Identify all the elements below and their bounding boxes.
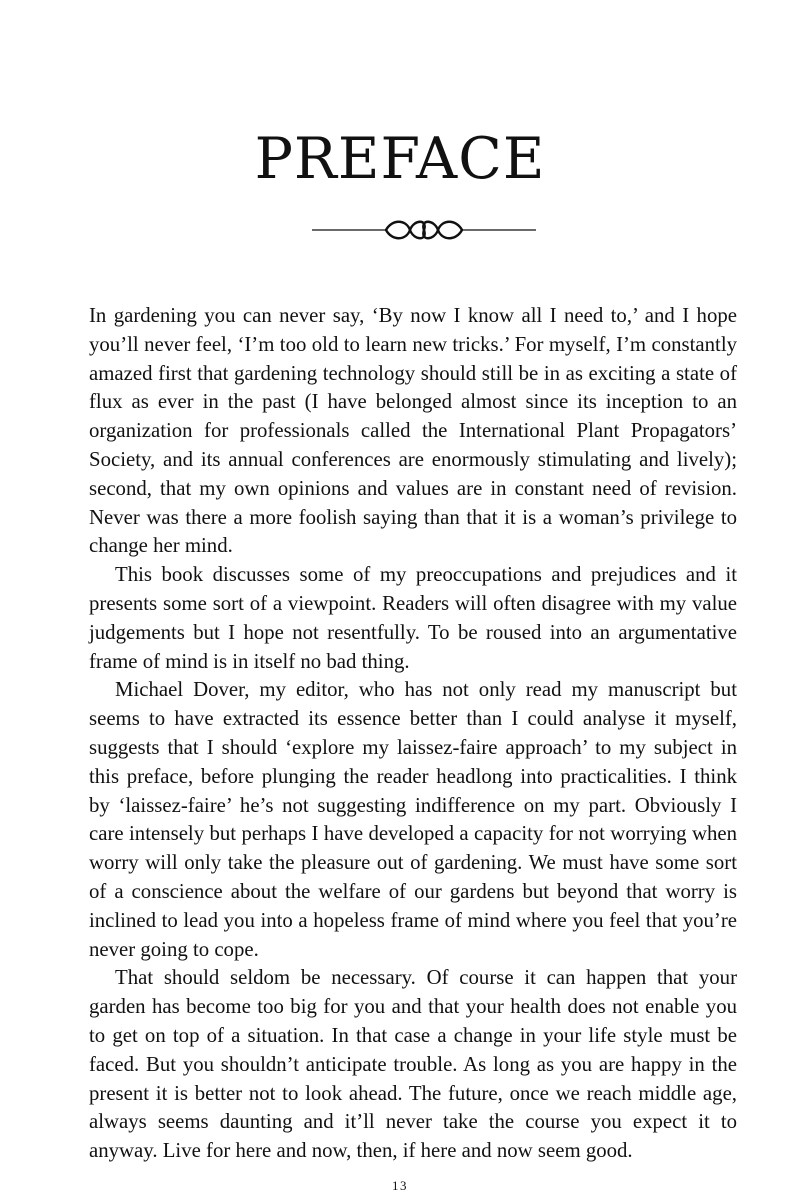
paragraph-3: Michael Dover, my editor, who has not only read my manuscript but seems to have extracted its essence better than I could analyse it myself, suggests that I should ‘explore my laissez-faire approach’ to my subject in this preface, before plunging the reader headlong into practicalities. I think by ‘laissez-faire’ he’s not suggesting indifference on my part. Obviously I care intensely but perhaps I have developed a capacity for not worrying when worry will only take the pleasure out of gardening. We must have some sort of a conscience about the welfare of our gardens but beyond that worry is inclined to lead you into a hopeless frame of mind where you feel that you’re never going to cope. xyxy=(89,678,737,961)
page-number: 13 xyxy=(392,1178,408,1193)
paragraph-4: That should seldom be necessary. Of course it can happen that your garden has become too big for you and that your health does not enable you to get on top of a situation. In that case a change in your life style must be faced. But you shouldn’t anticipate trouble. As long as you are happy in the present it is better not to look ahead. The future, once we reach middle age, always seems daunting and it’ll never take the course you expect it to anyway. Live for here and now, then, if here and now seem good. xyxy=(89,966,737,1163)
paragraph-1: In gardening you can never say, ‘By now I know all I need to,’ and I hope you’ll never feel, ‘I’m too old to learn new tricks.’ For myself, I’m constantly amazed first that gardening technology should still be in as exciting a state of flux as ever in the past (I have belonged almost since its inception to an organization for professionals called the International Plant Propagators’ Society, and its annual conferences are enormously stimulating and lively); second, that my own opinions and values are in constant need of revision. Never was there a more foolish saying than that it is a woman’s privilege to change her mind. xyxy=(89,304,737,558)
paragraph-2: This book discusses some of my preoccupations and prejudices and it presents some sort of a viewpoint. Readers will often disagree with my value judgements but I hope not resentfully. To be roused into an argumentative frame of mind is in itself no bad thing. xyxy=(89,563,737,673)
preface-body xyxy=(89,302,737,1166)
scroll-flourish-icon xyxy=(312,211,536,249)
chapter-title: PREFACE xyxy=(254,126,546,192)
